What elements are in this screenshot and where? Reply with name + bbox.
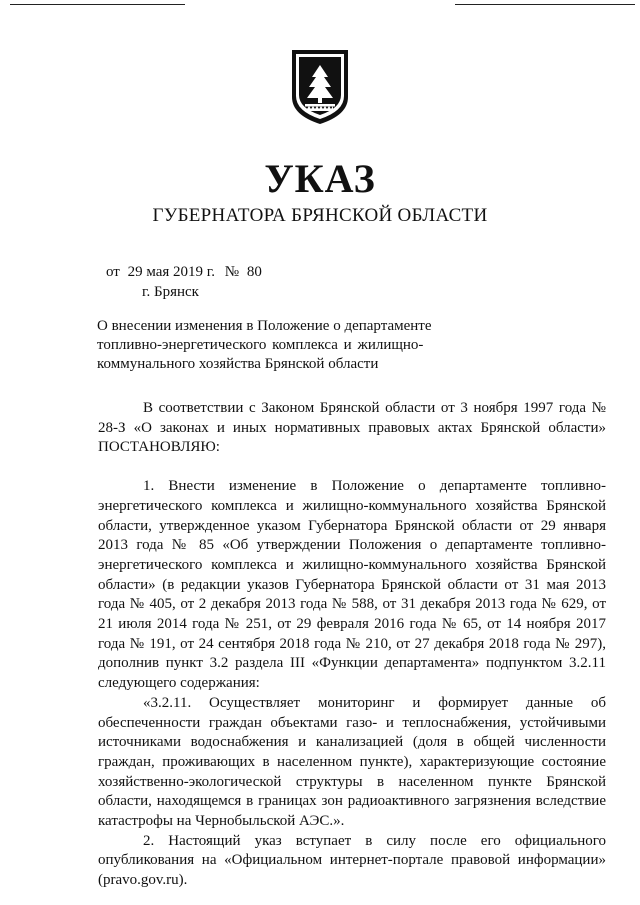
document-number: 80	[246, 264, 262, 280]
scan-artifact-line-right	[455, 4, 635, 5]
scan-artifact-line-left	[10, 4, 185, 5]
preamble-paragraph: В соответствии с Законом Брянской области от 3 ноября 1997 года № 28-З «О законах и иных нормативных правовых актах Брянской области» ПОСТАНОВЛЯЮ:	[98, 400, 606, 456]
coat-of-arms-icon	[289, 47, 351, 127]
number-sign: №	[224, 264, 240, 280]
document-title: УКАЗ	[264, 156, 376, 201]
quoted-subclause-paragraph: «3.2.11. Осуществляет мониторинг и формирует данные об обеспеченности граждан объектами газо- и теплоснабжения, устойчивыми источниками водоснабжения и канализацией (доля в общей численности граждан, проживающих в населенном пункте), характеризующие состояние хозяйственно-экологической структуры в населенном пункте Брянской области, находящемся в границах зон радиоактивного загрязнения вследствие катастрофы на Чернобыльской АЭС.».	[98, 694, 606, 830]
document-date: 29 мая 2019 г.	[127, 264, 216, 280]
document-city: г. Брянск	[142, 284, 199, 300]
subject-line: коммунального хозяйства Брянской области	[97, 356, 379, 372]
subject-line: О внесении изменения в Положение о департаменте	[97, 318, 432, 334]
item-1-paragraph: 1. Внести изменение в Положение о департаменте топливно-энергетического комплекса и жилищно-коммунального хозяйства Брянской области, утвержденное указом Губернатора Брянской области от 29 января 2013 года № 85 «Об утверждении Положения о департаменте топливно-энергетического комплекса и жилищно-коммунального хозяйства Брянской области» (в редакции указов Губернатора Брянской области от 31 мая 2013 года № 405, от 2 декабря 2013 года № 588, от 31 декабря 2013 года № 629, от 21 июля 2014 года № 251, от 29 февраля 2016 года № 65, от 14 ноября 2017 года № 191, от 24 сентября 2018 года № 210, от 27 декабря 2018 года № 297), дополнив пункт 3.2 раздела III «Функции департамента» подпунктом 3.2.11 следующего содержания:	[98, 478, 606, 692]
document-subtitle: ГУБЕРНАТОРА БРЯНСКОЙ ОБЛАСТИ	[152, 205, 488, 226]
item-2-paragraph: 2. Настоящий указ вступает в силу после его официального опубликования на «Официальном интернет-портале правовой информации» (pravo.gov.ru).	[98, 832, 606, 889]
document-dateline	[106, 264, 262, 281]
subject-line: топливно-энергетического комплекса и жилищно-	[97, 337, 424, 353]
document-body	[98, 399, 606, 891]
document-subject	[97, 317, 432, 374]
date-prefix: от	[106, 264, 120, 280]
